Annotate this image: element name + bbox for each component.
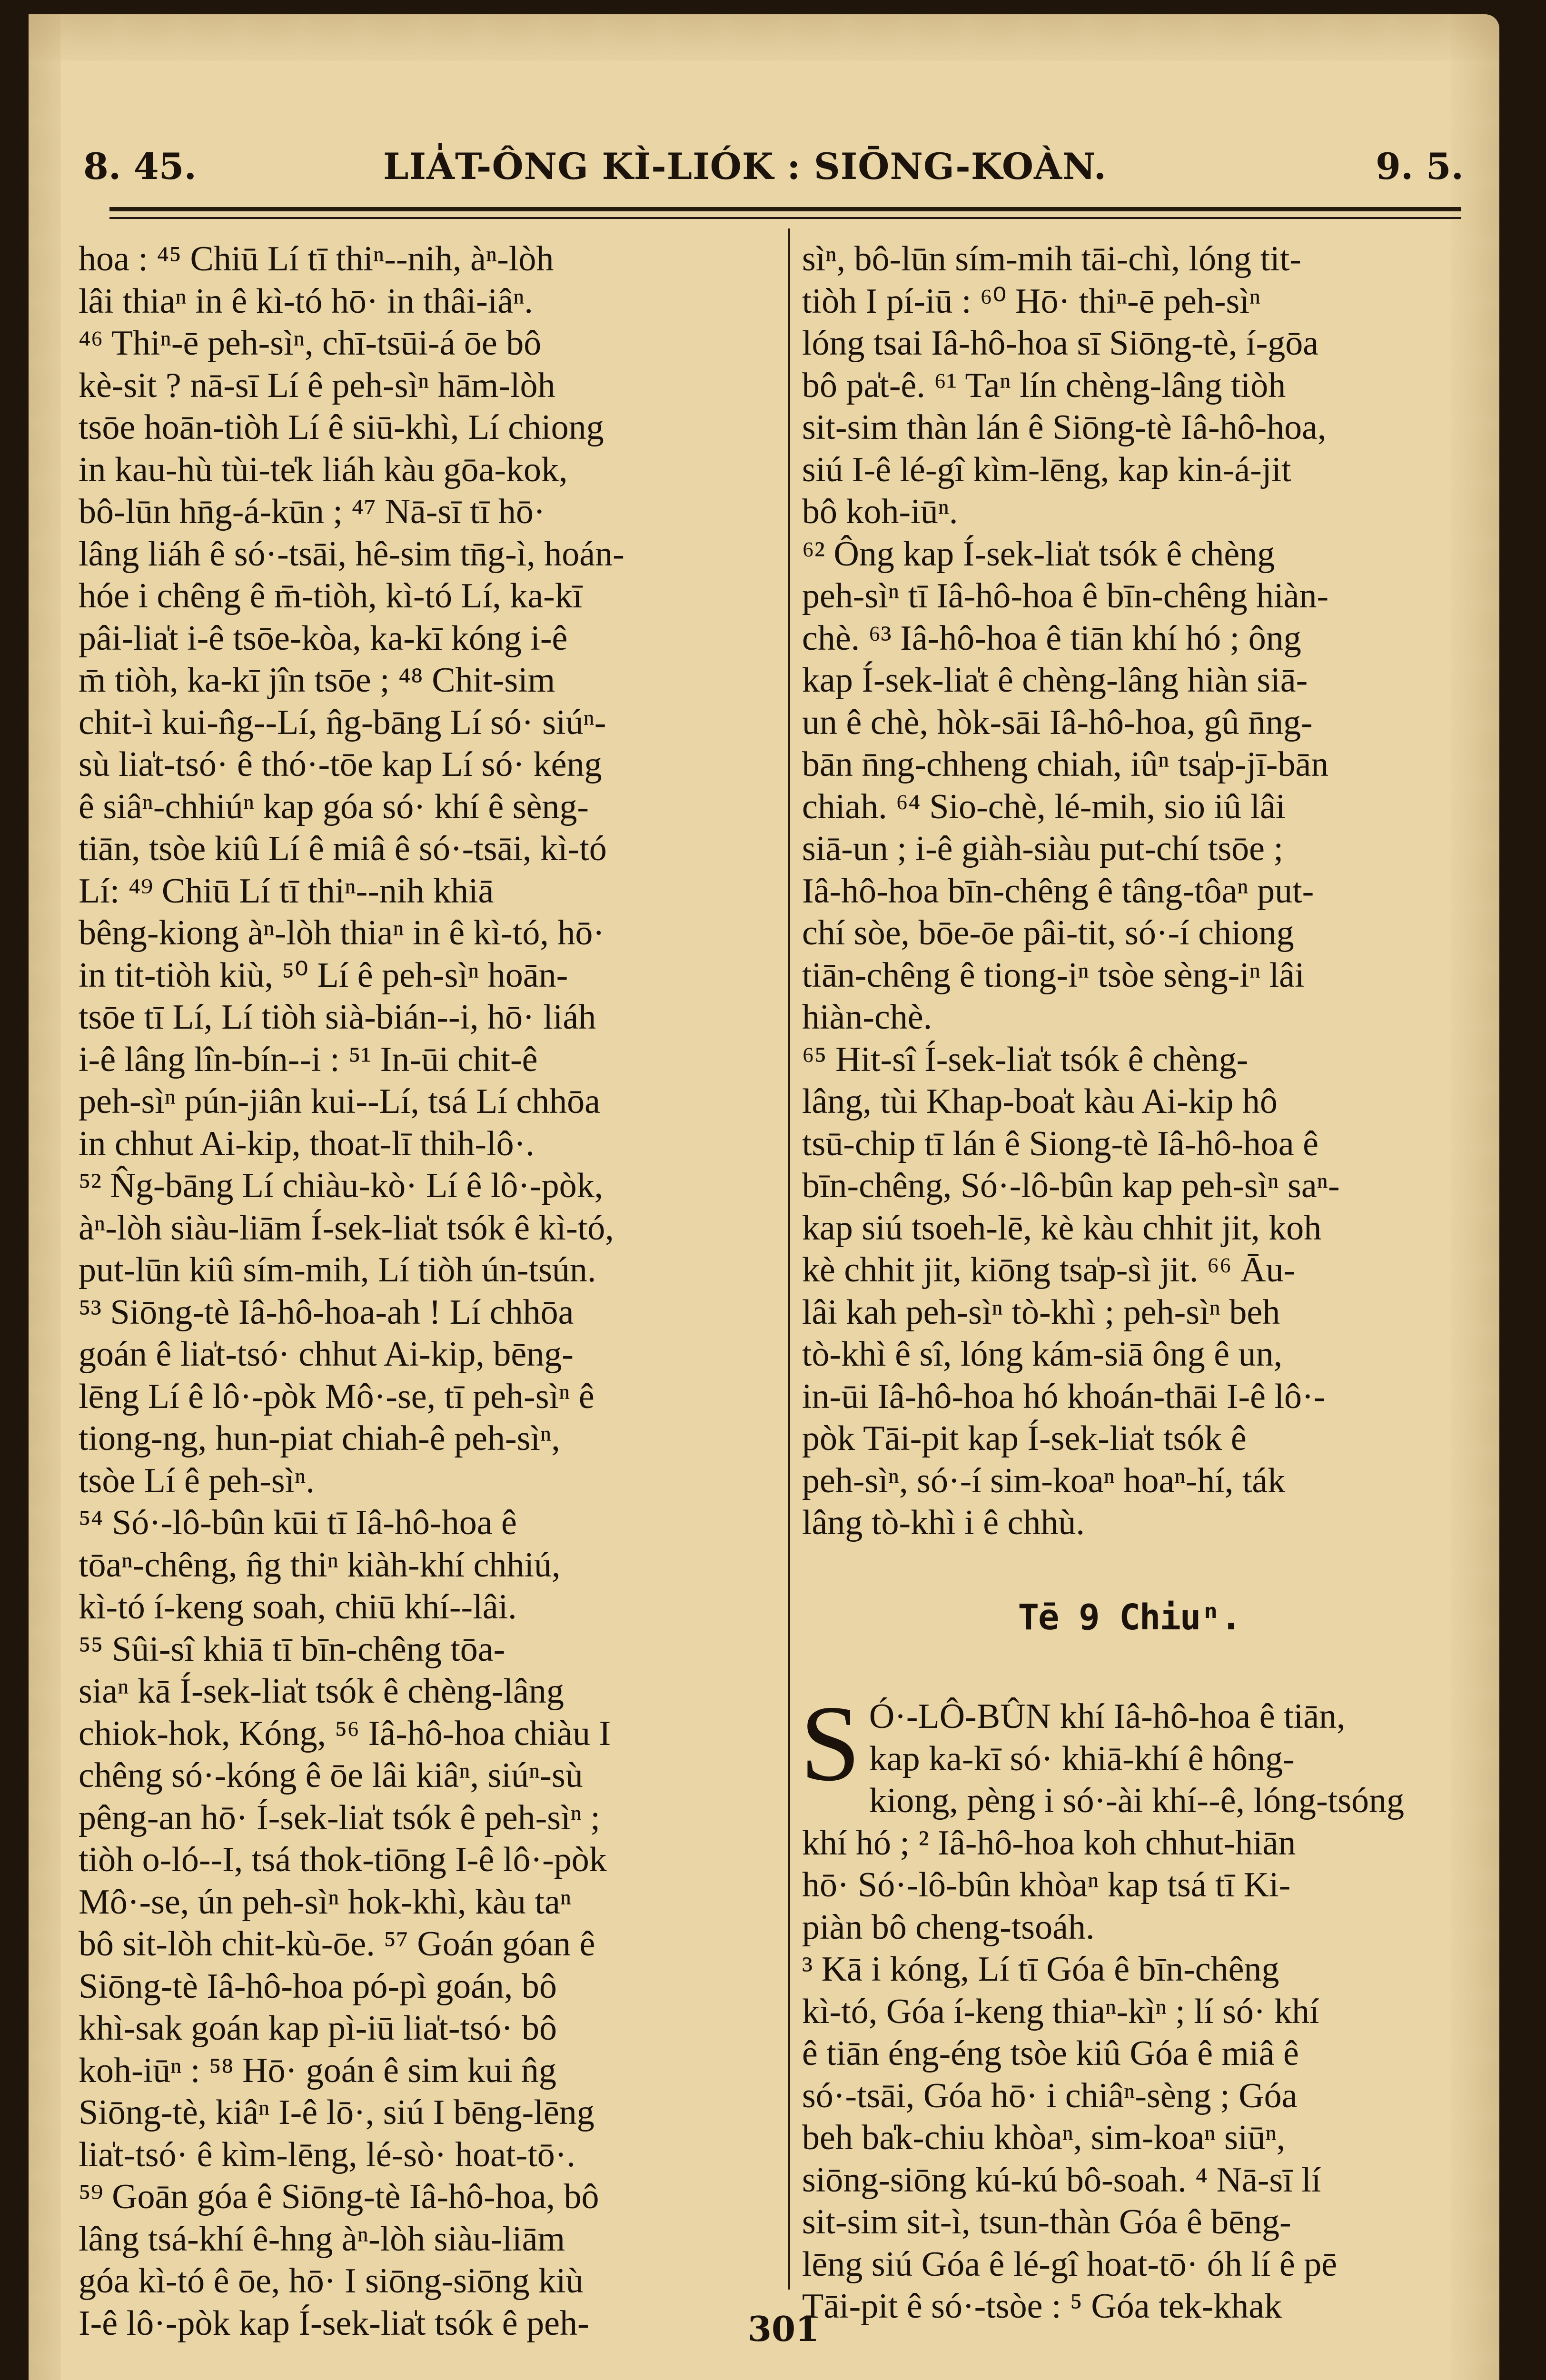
text-line: peh-sìⁿ, só·-í sim-koaⁿ hoaⁿ-hí, ták [802,1461,1286,1500]
text-line: beh ba̍k-chiu khòaⁿ, sim-koaⁿ siūⁿ, [802,2118,1286,2157]
text-line: bêng-kiong àⁿ-lòh thiaⁿ in ê kì-tó, hō· [79,913,605,952]
text-line: siā-un ; i-ê giàh-siàu put-chí tsōe ; [802,829,1284,868]
text-line: tiān, tsòe kiû Lí ê miâ ê só·-tsāi, kì-tó [79,829,607,868]
text-line: m̄ tiòh, ka-kī jîn tsōe ; ⁴⁸ Chit-sim [79,661,555,700]
text-line: Siōng-tè Iâ-hô-hoa pó-pì goán, bô [79,1966,557,2006]
text-line: ê siâⁿ-chhiúⁿ kap góa só· khí ê sèng- [79,787,589,826]
chapter-9-opening [800,1684,1457,2328]
text-line: ³ Kā i kóng, Lí tī Góa ê bīn-chêng [802,1950,1279,1989]
text-line: siaⁿ kā Í-sek-lia̍t tsók ê chèng-lâng [79,1672,564,1711]
text-line: bīn-chêng, Só·-lô-bûn kap peh-sìⁿ saⁿ- [802,1166,1340,1205]
text-line: tsōe hoān-tiòh Lí ê siū-khì, Lí chiong [79,408,604,447]
text-line: in chhut Ai-kip, thoat-lī thih-lô·. [79,1124,535,1163]
drop-cap: S [800,1684,861,1804]
text-line: chiok-hok, Kóng, ⁵⁶ Iâ-hô-hoa chiàu I [79,1714,611,1753]
text-line: chit-ì kui-n̂g--Lí, n̂g-bāng Lí só· siúⁿ- [79,703,606,742]
text-line: góa kì-tó ê ōe, hō· I siōng-siōng kiù [79,2261,584,2301]
text-line: ⁵⁴ Só·-lô-bûn kūi tī Iâ-hô-hoa ê [79,1503,517,1542]
text-line: chí sòe, bōe-ōe pâi-tit, só·-í chiong [802,913,1294,952]
text-line: Siōng-tè, kiâⁿ I-ê lō·, siú I bēng-lēng [79,2093,595,2132]
text-line: ê tiān éng-éng tsòe kiû Góa ê miâ ê [802,2034,1299,2073]
text-line: pâi-lia̍t i-ê tsōe-kòa, ka-kī kóng i-ê [79,618,568,658]
text-line: kiong, pèng i só·-ài khí--ê, lóng-tsóng [869,1781,1405,1820]
text-line: un ê chè, hòk-sāi Iâ-hô-hoa, gû n̄ng- [802,703,1313,742]
text-line: peh-sìⁿ tī Iâ-hô-hoa ê bīn-chêng hiàn- [802,576,1329,615]
text-line: ⁵⁵ Sûi-sî khiā tī bīn-chêng tōa- [79,1629,505,1669]
text-line: àⁿ-lòh siàu-liām Í-sek-lia̍t tsók ê kì-tó, [79,1208,614,1248]
text-line: lēng Lí ê lô·-pòk Mô·-se, tī peh-sìⁿ ê [79,1377,595,1416]
text-line: kì-tó í-keng soah, chiū khí--lâi. [79,1587,517,1626]
text-line: kì-tó, Góa í-keng thiaⁿ-kìⁿ ; lí só· khí [802,1992,1319,2031]
page-number: 301 [747,2309,820,2349]
text-line: lâng, tùi Khap-boa̍t kàu Ai-kip hô [802,1082,1278,1121]
text-line: in kau-hù tùi-te̍k liáh kàu gōa-kok, [79,450,568,489]
text-line: bô koh-iūⁿ. [802,492,958,531]
text-line: sit-sim thàn lán ê Siōng-tè Iâ-hô-hoa, [802,408,1327,447]
text-line: tsū-chip tī lán ê Siong-tè Iâ-hô-hoa ê [802,1124,1318,1163]
header-right-reference: 9. 5. [1376,145,1464,188]
text-line: koh-iūⁿ : ⁵⁸ Hō· goán ê sim kui n̂g [79,2051,556,2090]
text-line: hóe i chêng ê m̄-tiòh, kì-tó Lí, ka-kī [79,576,583,615]
text-line: hoa : ⁴⁵ Chiū Lí tī thiⁿ--nih, àⁿ-lòh [79,239,554,278]
text-line: sìⁿ, bô-lūn sím-mih tāi-chì, lóng tit- [802,239,1301,278]
text-line: tò-khì ê sî, lóng kám-siā ông ê un, [802,1335,1283,1374]
header-rule-thin [109,217,1461,219]
text-line: kè-sit ? nā-sī Lí ê peh-sìⁿ hām-lòh [79,366,555,405]
text-line: sù lia̍t-tsó· ê thó·-tōe kap Lí só· kéng [79,745,602,784]
text-line: in-ūi Iâ-hô-hoa hó khoán-thāi I-ê lô·- [802,1377,1326,1416]
text-line: hiàn-chè. [802,998,932,1037]
text-line: bān n̄ng-chheng chiah, iûⁿ tsa̍p-jī-bān [802,745,1329,784]
text-line: ⁶² Ông kap Í-sek-lia̍t tsók ê chèng [802,534,1275,574]
text-line: goán ê lia̍t-tsó· chhut Ai-kip, bēng- [79,1335,574,1374]
book-page [29,14,1499,2380]
text-line: ⁴⁶ Thiⁿ-ē peh-sìⁿ, chī-tsūi-á ōe bô [79,324,542,363]
text-line: siú I-ê lé-gî kìm-lēng, kap kin-á-jit [802,450,1291,489]
text-line: Lí: ⁴⁹ Chiū Lí tī thiⁿ--nih khiā [79,871,494,911]
text-line: lâi thiaⁿ in ê kì-tó hō· in thâi-iâⁿ. [79,281,533,321]
right-text-column [802,238,1457,2328]
text-line: ⁵⁹ Goān góa ê Siōng-tè Iâ-hô-hoa, bô [79,2177,599,2216]
text-line: só·-tsāi, Góa hō· i chiâⁿ-sèng ; Góa [802,2076,1298,2115]
text-line: kap siú tsoeh-lē, kè kàu chhit jit, koh [802,1208,1322,1248]
text-line: bô pa̍t-ê. ⁶¹ Taⁿ lín chèng-lâng tiòh [802,366,1286,405]
text-line: khí hó ; ² Iâ-hô-hoa koh chhut-hiān [802,1823,1296,1863]
text-line: tsòe Lí ê peh-sìⁿ. [79,1461,315,1500]
text-line: tiòh I pí-iū : ⁶⁰ Hō· thiⁿ-ē peh-sìⁿ [802,281,1261,321]
text-line: pòk Tāi-pit kap Í-sek-lia̍t tsók ê [802,1419,1247,1458]
text-line: tiong-ng, hun-piat chiah-ê peh-sìⁿ, [79,1419,560,1458]
text-line: Iâ-hô-hoa bīn-chêng ê tâng-tôaⁿ put- [802,871,1314,911]
text-line: kap ka-kī só· khiā-khí ê hông- [869,1739,1295,1778]
text-line: tiān-chêng ê tiong-iⁿ tsòe sèng-iⁿ lâi [802,955,1305,995]
text-line: ⁵³ Siōng-tè Iâ-hô-hoa-ah ! Lí chhōa [79,1292,574,1332]
text-line: lóng tsai Iâ-hô-hoa sī Siōng-tè, í-gōa [802,324,1319,363]
text-line: lia̍t-tsó· ê kìm-lēng, lé-sò· hoat-tō·. [79,2135,575,2174]
text-line: chè. ⁶³ Iâ-hô-hoa ê tiān khí hó ; ông [802,618,1301,658]
text-line: put-lūn kiû sím-mih, Lí tiòh ún-tsún. [79,1250,596,1289]
text-line: hō· Só·-lô-bûn khòaⁿ kap tsá tī Ki- [802,1865,1291,1904]
text-line: lēng siú Góa ê lé-gî hoat-tō· óh lí ê pē [802,2244,1338,2284]
left-text-column [79,238,733,2344]
text-line: tsōe tī Lí, Lí tiòh sià-bián--i, hō· liáh [79,998,596,1037]
chapter-heading: Tē 9 Chiuⁿ. [1018,1597,1241,1638]
text-line: lâng tsá-khí ê-hng àⁿ-lòh siàu-liām [79,2219,565,2259]
text-line: kè chhit jit, kiōng tsa̍p-sì jit. ⁶⁶ Āu- [802,1250,1296,1289]
text-line: tōaⁿ-chêng, n̂g thiⁿ kiàh-khí chhiú, [79,1545,561,1585]
text-line: siōng-siōng kú-kú bô-soah. ⁴ Nā-sī lí [802,2160,1321,2200]
text-line: lâng tò-khì i ê chhù. [802,1503,1085,1542]
text-line: pêng-an hō· Í-sek-lia̍t tsók ê peh-sìⁿ ; [79,1798,600,1837]
text-line: Mô·-se, ún peh-sìⁿ hok-khì, kàu taⁿ [79,1882,572,1922]
text-line: Tāi-pit ê só·-tsòe : ⁵ Góa tek-khak [802,2287,1282,2326]
text-line: tiòh o-ló--I, tsá thok-tiōng I-ê lô·-pòk [79,1840,607,1879]
text-line: chêng só·-kóng ê ōe lâi kiâⁿ, siúⁿ-sù [79,1756,583,1795]
header-left-reference: 8. 45. [83,145,197,188]
text-line: lâng liáh ê só·-tsāi, hê-sim tn̄g-ì, hoán- [79,534,624,574]
text-line: in tit-tiòh kiù, ⁵⁰ Lí ê peh-sìⁿ hoān- [79,955,568,995]
text-line: Ó·-LÔ-BÛN khí Iâ-hô-hoa ê tiān, [869,1697,1346,1736]
running-title: LIA̍T-ÔNG KÌ-LIÓK : SIŌNG-KOÀN. [383,145,1107,188]
header-rule-thick [109,207,1461,211]
text-line: ⁶⁵ Hit-sî Í-sek-lia̍t tsók ê chèng- [802,1040,1249,1079]
text-line: i-ê lâng lîn-bín--i : ⁵¹ In-ūi chit-ê [79,1040,538,1079]
text-line: bô sit-lòh chit-kù-ōe. ⁵⁷ Goán góan ê [79,1924,595,1964]
chapter-8-conclusion [802,238,1457,1544]
text-line: peh-sìⁿ pún-jiân kui--Lí, tsá Lí chhōa [79,1082,601,1121]
text-line: chiah. ⁶⁴ Sio-chè, lé-mih, sio iû lâi [802,787,1286,826]
text-line: sit-sim sit-ì, tsun-thàn Góa ê bēng- [802,2202,1291,2241]
text-line: I-ê lô·-pòk kap Í-sek-lia̍t tsók ê peh- [79,2303,589,2343]
text-line: bô-lūn hn̄g-á-kūn ; ⁴⁷ Nā-sī tī hō· [79,492,545,531]
column-divider [788,228,790,2290]
text-line: ⁵² N̂g-bāng Lí chiàu-kò· Lí ê lô·-pòk, [79,1166,604,1205]
text-line: piàn bô cheng-tsoáh. [802,1907,1095,1947]
text-line: kap Í-sek-lia̍t ê chèng-lâng hiàn siā- [802,661,1308,700]
text-line: khì-sak goán kap pì-iū lia̍t-tsó· bô [79,2009,557,2048]
text-line: lâi kah peh-sìⁿ tò-khì ; peh-sìⁿ beh [802,1292,1280,1332]
